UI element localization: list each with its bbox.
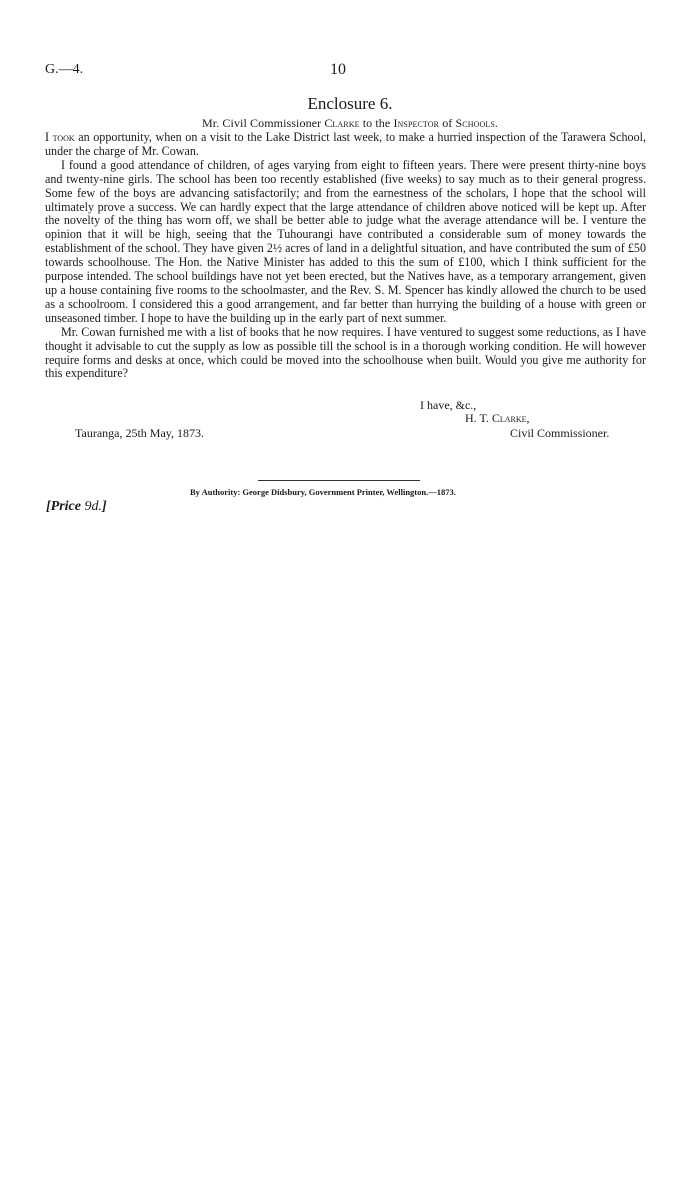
letter-paragraph-3: Mr. Cowan furnished me with a list of books that he now requires. I have ventured to suggest some reductions, as I have thought it advisable to cut the supply as low as possible till the school is in a thorough working condition. He will however require forms and desks at once, which could be moved into the schoolhouse when built. Would you give me authority for this expenditure? bbox=[45, 324, 646, 381]
letter-paragraph-1 bbox=[45, 131, 646, 159]
signer-title: Civil Commissioner. bbox=[510, 426, 610, 440]
letter-paragraph-2: I found a good attendance of children, of ages varying from eight to fifteen years. There were present thirty-nine boys and twenty-nine girls. The school has been too recently established (five weeks) to say much as to their general progress. Some few of the boys are advancing satisfactorily; and from the earnestness of the scholars, I hope that the school will ultimately prove a success. We can hardly expect that the large attendance of children above noticed will be kept up. After the novelty of the thing has worn off, we shall be better able to judge what the average attendance will be. I venture the opinion that it will be high, seeing that the Tuhourangi have contributed a considerable sum of money towards the establishment of the school. They have given 2½ acres of land in a delightful situation, and have contributed the sum of £50 towards schoolhouse. The Hon. the Native Minister has added to this the sum of £100, which I think sufficient for the purpose intended. The school buildings have not yet been erected, but the Natives have, as a temporary arrangement, given up a house containing five rooms to the schoolmaster, and the Rev. S. M. Spencer has kindly allowed the church to be used as a schoolroom. I considered this a good arrangement, and far better than hurrying the building of a house with green or unseasoned timber. I hope to have the building up in the early part of next summer. bbox=[45, 157, 646, 325]
paragraph-1-text: an opportunity, when on a visit to the Lake District last week, to make a hurried inspection of the Tarawera School, under the charge of Mr. Cowan. bbox=[45, 130, 646, 158]
subtitle-recipient: Inspector bbox=[393, 116, 440, 130]
letter-closing: I have, &c., bbox=[420, 398, 477, 412]
signer-name: H. T. Clarke, bbox=[465, 411, 530, 425]
subtitle-schools: Schools. bbox=[455, 116, 498, 130]
price-value: 9d. bbox=[84, 499, 102, 514]
subtitle-to: to the bbox=[362, 116, 391, 130]
letter-body bbox=[45, 131, 646, 381]
enclosure-title: Enclosure 6. bbox=[307, 94, 393, 113]
printer-imprint: By Authority: George Didsbury, Government Printer, Wellington.—1873. bbox=[190, 487, 456, 497]
page-number: 10 bbox=[330, 61, 346, 78]
subtitle-sender: Clarke bbox=[324, 116, 360, 130]
paragraph-lead-words: I took bbox=[45, 130, 75, 144]
document-section-code: G.—4. bbox=[45, 62, 84, 77]
price-label: Price bbox=[50, 499, 81, 514]
place-and-date: Tauranga, 25th May, 1873. bbox=[75, 426, 205, 440]
enclosure-subtitle bbox=[0, 116, 700, 131]
subtitle-of: of bbox=[442, 116, 453, 130]
price-notice: [Price 9d.] bbox=[46, 499, 107, 514]
subtitle-prefix: Mr. Civil Commissioner bbox=[202, 116, 322, 130]
footer-divider bbox=[258, 480, 420, 481]
